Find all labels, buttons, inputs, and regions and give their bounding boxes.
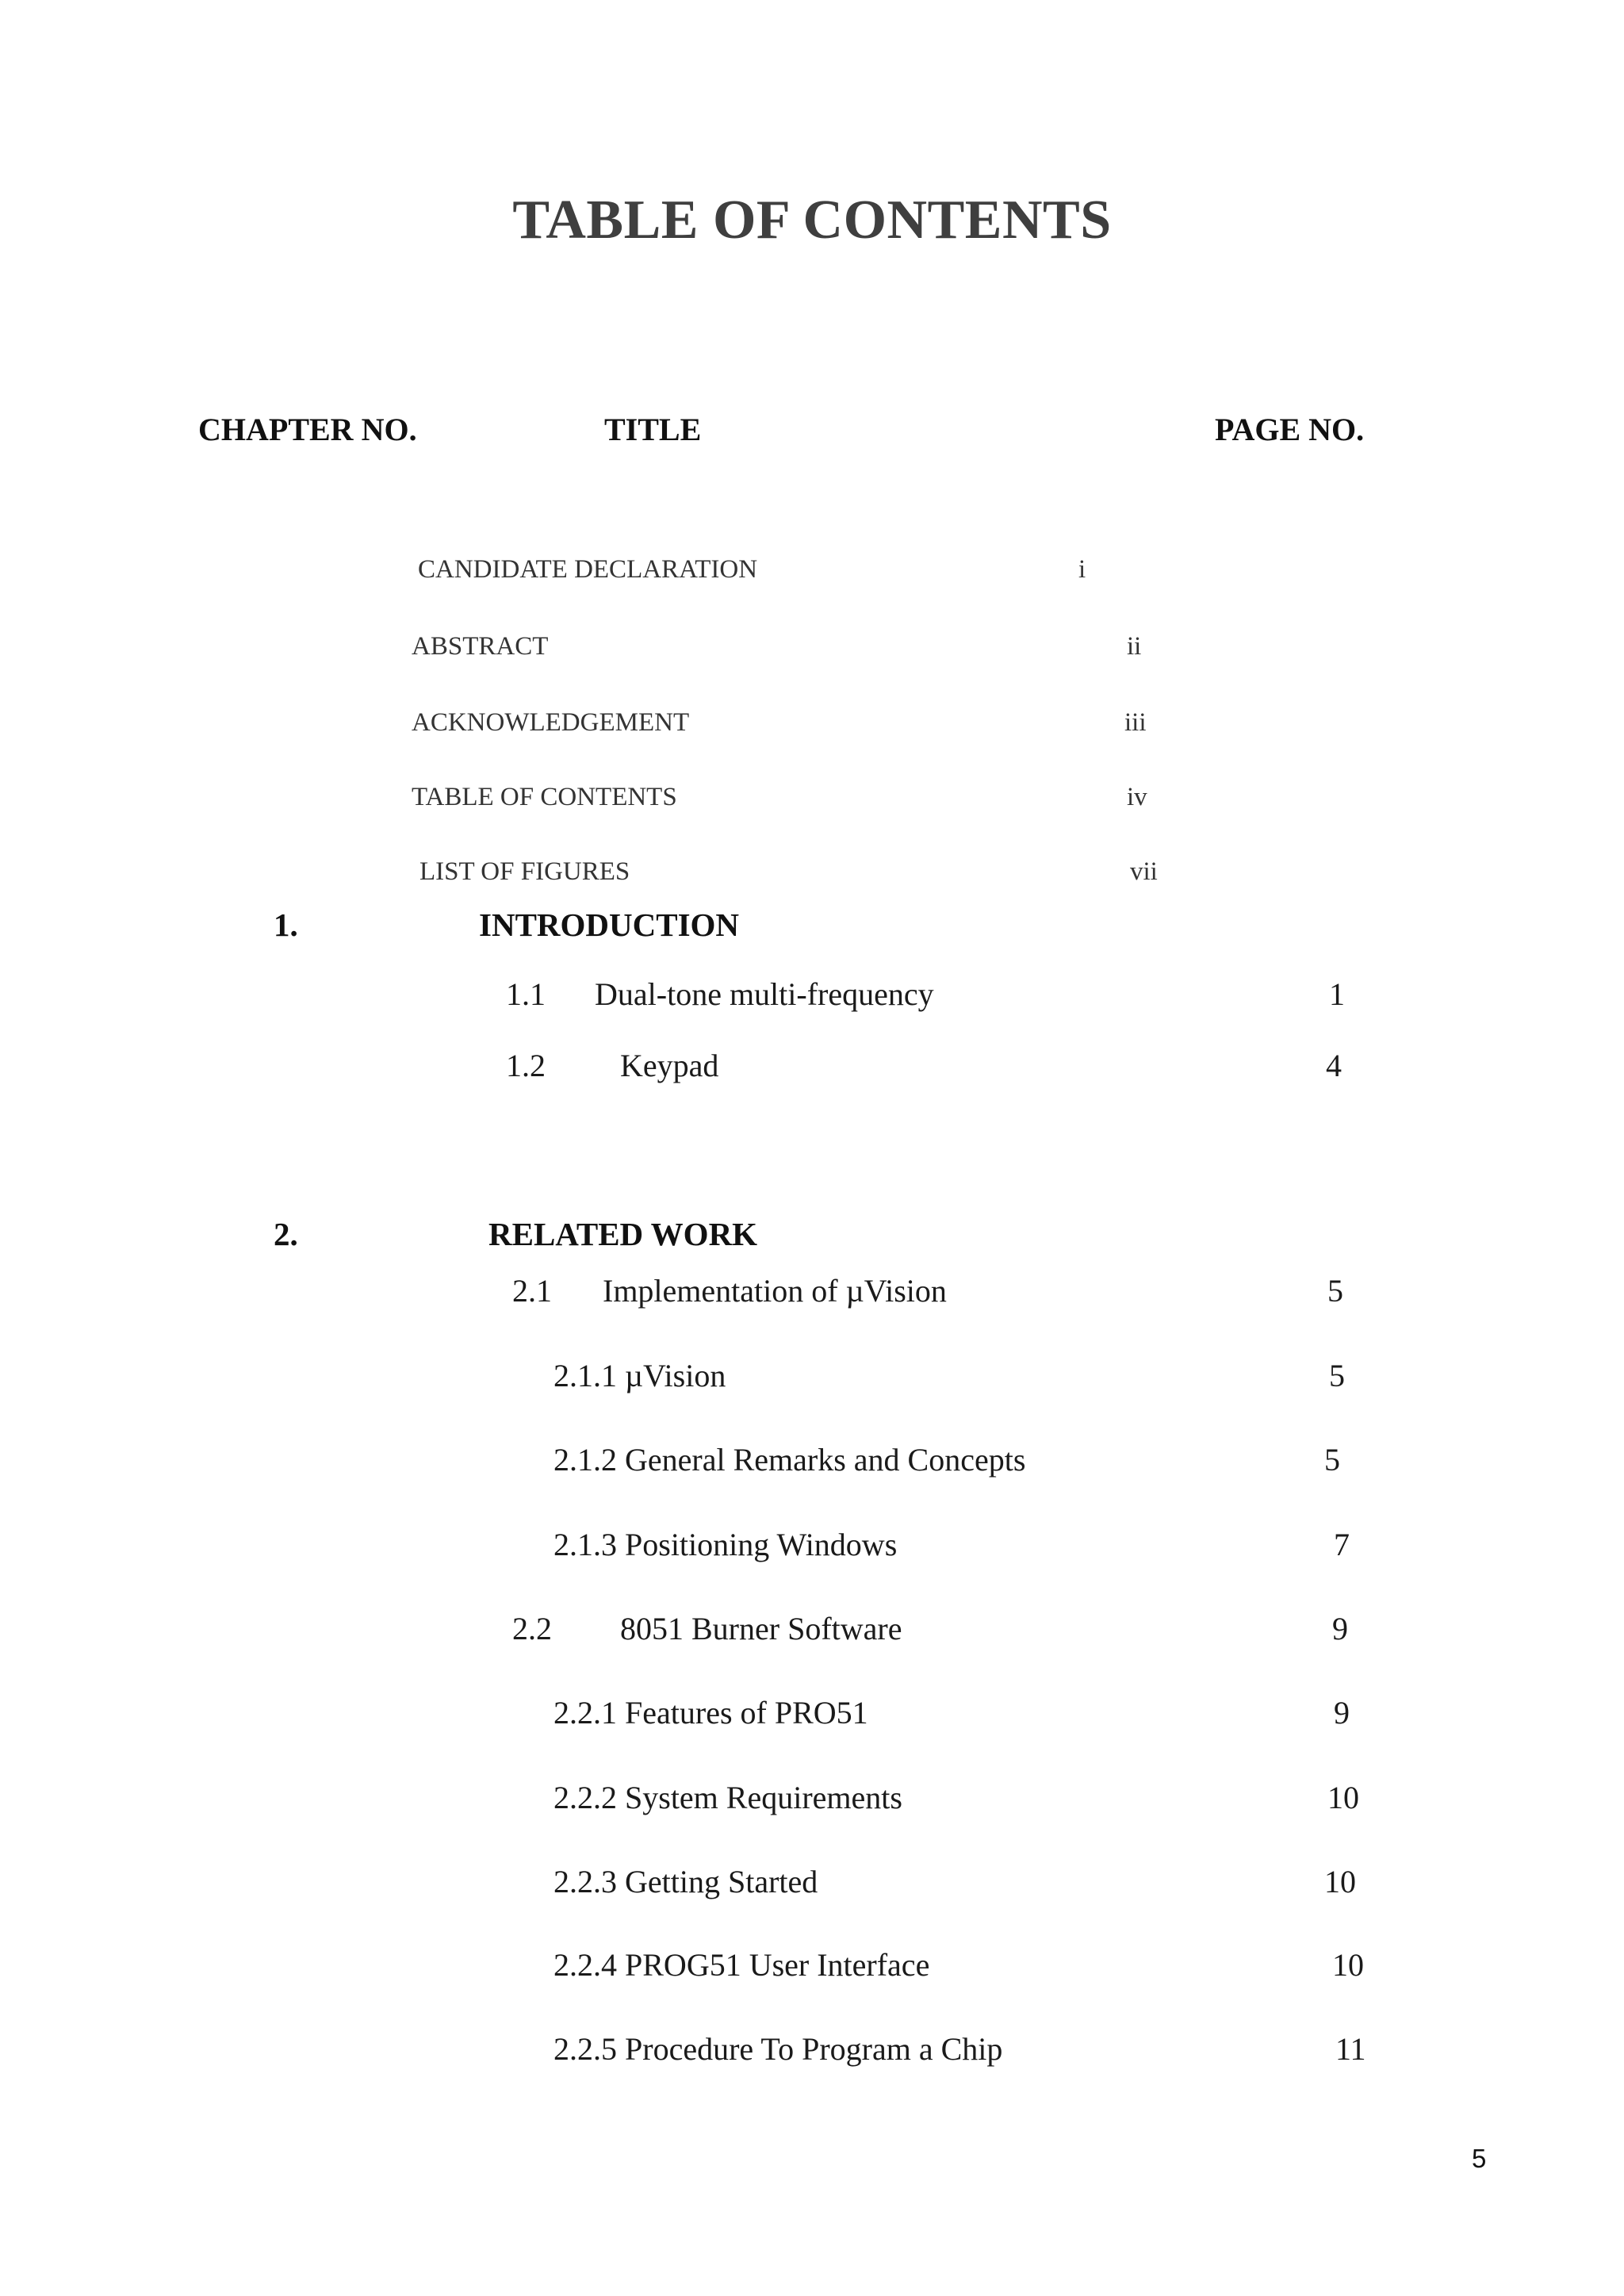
- front-matter-title: CANDIDATE DECLARATION: [418, 555, 758, 584]
- section-title: 2.2.2 System Requirements: [553, 1780, 902, 1815]
- chapter-number: 1.: [274, 907, 298, 943]
- front-matter-title: ACKNOWLEDGEMENT: [412, 708, 690, 737]
- section-number: 1.2: [506, 1048, 546, 1083]
- section-page: 7: [1334, 1527, 1350, 1562]
- page-number: 5: [1472, 2144, 1487, 2173]
- section-page: 10: [1327, 1780, 1359, 1815]
- front-matter-page: iii: [1124, 708, 1147, 737]
- section-page: 4: [1326, 1048, 1342, 1083]
- section-page: 1: [1329, 976, 1345, 1012]
- front-matter-page: iv: [1127, 783, 1147, 811]
- section-page: 9: [1332, 1611, 1348, 1646]
- section-page: 5: [1327, 1273, 1343, 1309]
- section-page: 10: [1324, 1864, 1356, 1899]
- section-title: Dual-tone multi-frequency: [595, 976, 934, 1012]
- section-number: 2.2: [512, 1611, 552, 1646]
- section-number: 2.1: [512, 1273, 552, 1309]
- section-number: 1.1: [506, 976, 546, 1012]
- section-title: Implementation of µVision: [603, 1273, 947, 1309]
- front-matter-title: LIST OF FIGURES: [419, 857, 630, 886]
- section-title: 2.2.1 Features of PRO51: [553, 1695, 868, 1731]
- section-page: 9: [1334, 1695, 1350, 1731]
- section-title: Keypad: [620, 1048, 719, 1083]
- chapter-title: RELATED WORK: [488, 1216, 758, 1252]
- header-title: TITLE: [604, 412, 702, 447]
- chapter-number: 2.: [274, 1216, 298, 1252]
- section-page: 11: [1335, 2031, 1366, 2067]
- section-page: 10: [1332, 1947, 1364, 1983]
- front-matter-title: ABSTRACT: [412, 632, 549, 661]
- section-title: 2.1.3 Positioning Windows: [553, 1527, 898, 1562]
- front-matter-page: ii: [1127, 632, 1142, 661]
- chapter-title: INTRODUCTION: [479, 907, 740, 943]
- section-title: 2.2.4 PROG51 User Interface: [553, 1947, 930, 1983]
- section-title: 8051 Burner Software: [620, 1611, 902, 1646]
- section-title: 2.2.5 Procedure To Program a Chip: [553, 2031, 1003, 2067]
- section-title: 2.2.3 Getting Started: [553, 1864, 818, 1899]
- front-matter-title: TABLE OF CONTENTS: [412, 783, 677, 811]
- front-matter-page: i: [1078, 555, 1086, 584]
- header-page-no: PAGE NO.: [1215, 412, 1365, 447]
- section-page: 5: [1324, 1442, 1340, 1478]
- header-chapter-no: CHAPTER NO.: [198, 412, 417, 447]
- section-page: 5: [1329, 1358, 1345, 1393]
- section-title: 2.1.2 General Remarks and Concepts: [553, 1442, 1026, 1478]
- section-title: 2.1.1 µVision: [553, 1358, 726, 1393]
- page-title: TABLE OF CONTENTS: [512, 190, 1112, 251]
- front-matter-page: vii: [1130, 857, 1158, 886]
